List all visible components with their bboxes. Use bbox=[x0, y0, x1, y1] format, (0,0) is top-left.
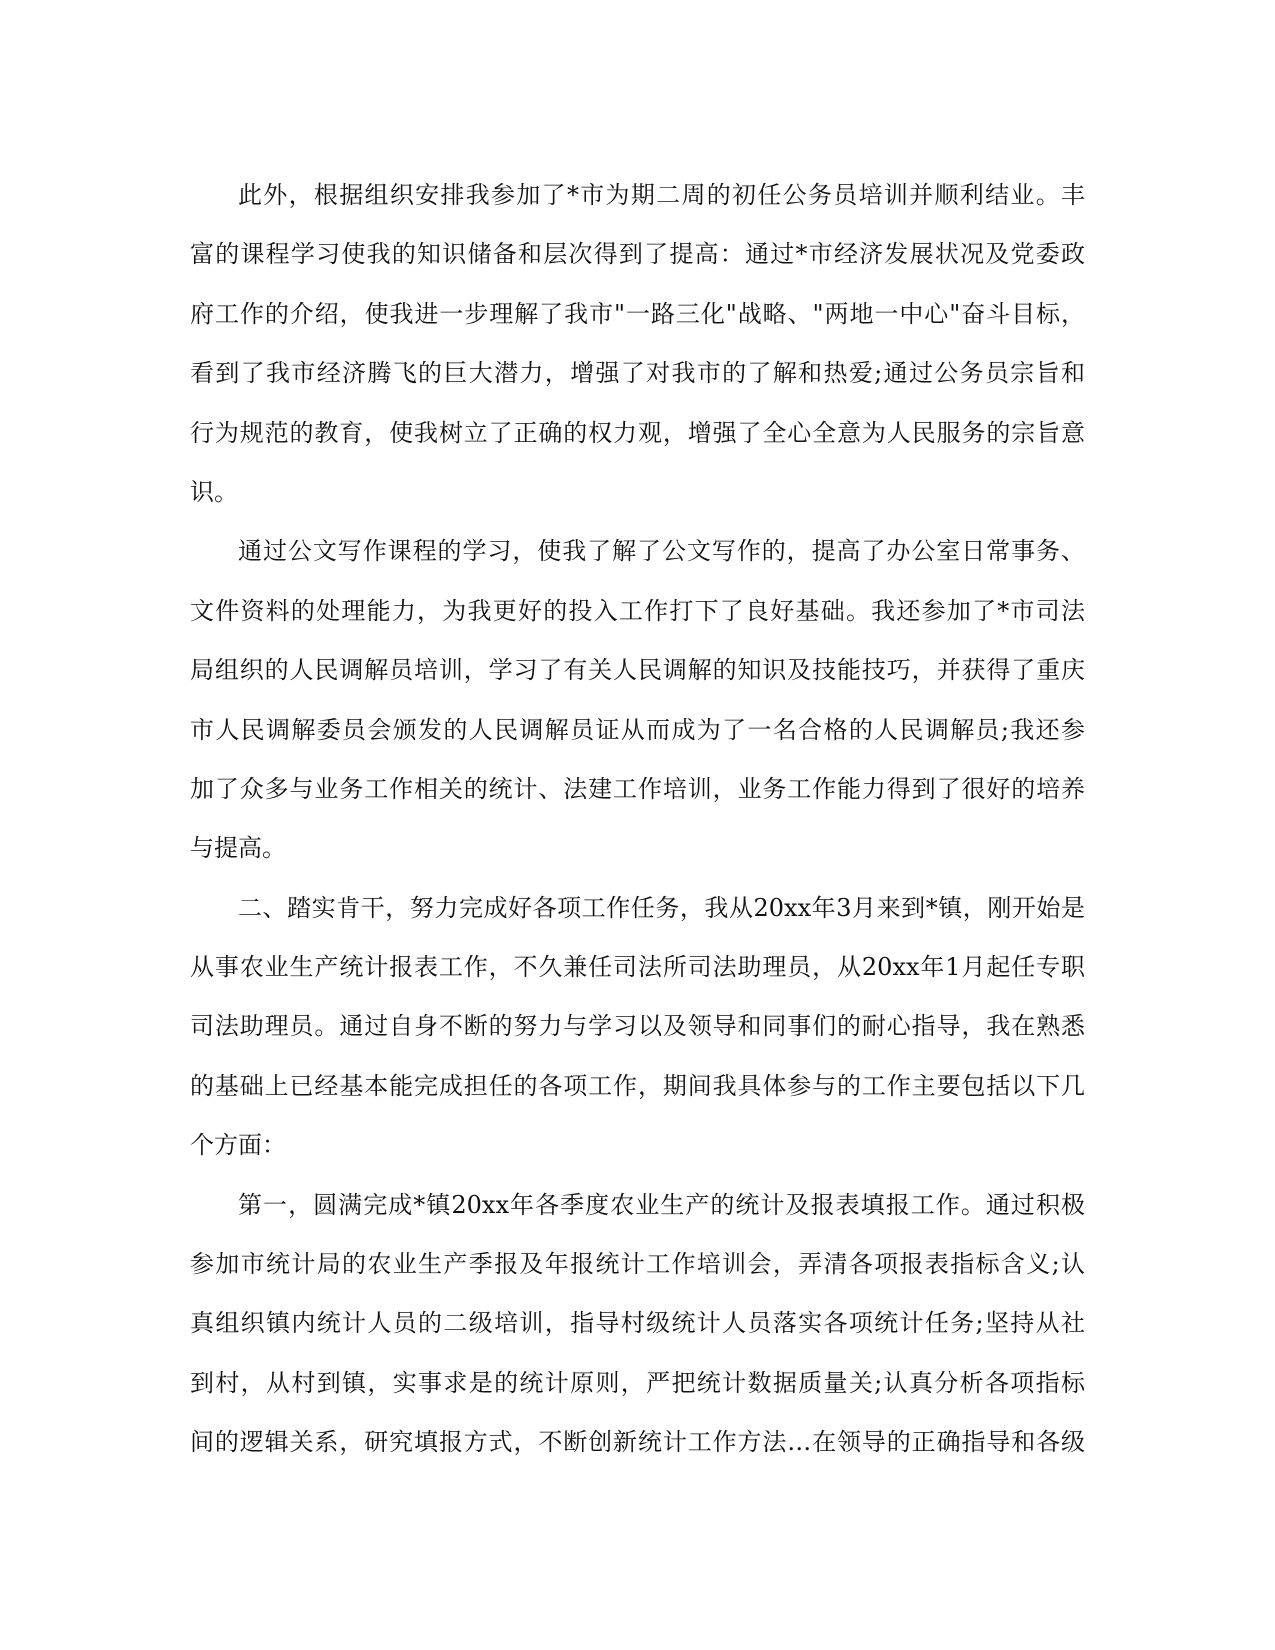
paragraph-writing-course bbox=[190, 522, 1085, 878]
text-line: 第一，圆满完成*镇20xx年各季度农业生产的统计及报表填报工作。通过积极 bbox=[238, 1190, 1085, 1219]
text-line: 行为规范的教育，使我树立了正确的权力观，增强了全心全意为人民服务的宗旨意 bbox=[190, 418, 1085, 447]
text-line: 从事农业生产统计报表工作，不久兼任司法所司法助理员，从20xx年1月起任专职 bbox=[190, 953, 1085, 982]
text-line: 二、踏实肯干，努力完成好各项工作任务，我从20xx年3月来到*镇，刚开始是 bbox=[238, 893, 1085, 922]
paragraph-first-item bbox=[190, 1176, 1085, 1473]
text-line: 富的课程学习使我的知识储备和层次得到了提高：通过*市经济发展状况及党委政 bbox=[190, 240, 1085, 269]
text-line: 真组织镇内统计人员的二级培训，指导村级统计人员落实各项统计任务;坚持从社 bbox=[190, 1309, 1085, 1338]
text-line: 到村，从村到镇，实事求是的统计原则，严把统计数据质量关;认真分析各项指标 bbox=[190, 1368, 1085, 1397]
paragraph-training bbox=[190, 166, 1085, 522]
text-line: 的基础上已经基本能完成担任的各项工作，期间我具体参与的工作主要包括以下几 bbox=[190, 1071, 1085, 1100]
document-body bbox=[190, 166, 1085, 1473]
text-line: 识。 bbox=[190, 477, 238, 506]
text-line: 文件资料的处理能力，为我更好的投入工作打下了良好基础。我还参加了*市司法 bbox=[190, 596, 1085, 625]
text-line: 间的逻辑关系，研究填报方式，不断创新统计工作方法…在领导的正确指导和各级 bbox=[190, 1428, 1085, 1457]
text-line: 司法助理员。通过自身不断的努力与学习以及领导和同事们的耐心指导，我在熟悉 bbox=[190, 1012, 1085, 1041]
text-line: 与提高。 bbox=[190, 834, 286, 863]
text-line: 看到了我市经济腾飞的巨大潜力，增强了对我市的了解和热爱;通过公务员宗旨和 bbox=[190, 359, 1085, 388]
paragraph-section-two bbox=[190, 879, 1085, 1176]
text-line: 个方面： bbox=[190, 1131, 286, 1160]
text-line: 参加市统计局的农业生产季报及年报统计工作培训会，弄清各项报表指标含义;认 bbox=[190, 1250, 1085, 1279]
text-line: 此外，根据组织安排我参加了*市为期二周的初任公务员培训并顺利结业。丰 bbox=[238, 181, 1085, 209]
text-line: 市人民调解委员会颁发的人民调解员证从而成为了一名合格的人民调解员;我还参 bbox=[190, 715, 1085, 744]
text-line: 通过公文写作课程的学习，使我了解了公文写作的，提高了办公室日常事务、 bbox=[238, 537, 1085, 566]
text-line: 加了众多与业务工作相关的统计、法建工作培训，业务工作能力得到了很好的培养 bbox=[190, 774, 1085, 803]
text-line: 府工作的介绍，使我进一步理解了我市"一路三化"战略、"两地一中心"奋斗目标， bbox=[190, 299, 1085, 328]
text-line: 局组织的人民调解员培训，学习了有关人民调解的知识及技能技巧，并获得了重庆 bbox=[190, 656, 1085, 685]
